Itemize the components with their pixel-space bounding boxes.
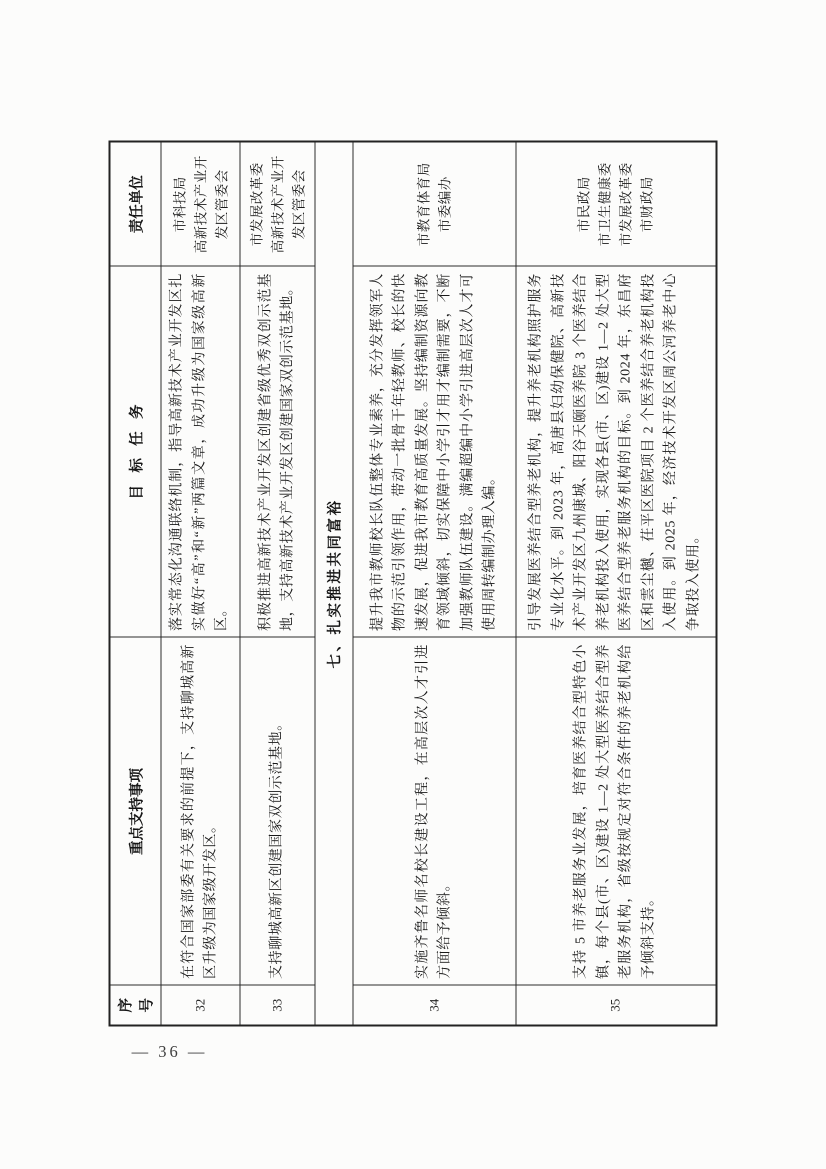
responsible-unit: 高新技术产业开发区管委会 bbox=[270, 155, 306, 254]
support-item-text: 在符合国家部委有关要求的前提下，支持聊城高新区升级为国家级开发区。 bbox=[161, 638, 240, 986]
serial-number: 34 bbox=[353, 986, 516, 1026]
serial-number: 33 bbox=[240, 986, 315, 1026]
responsible-unit-cell bbox=[161, 142, 240, 267]
table-header-row bbox=[110, 142, 162, 1026]
responsible-unit: 市民政局 bbox=[576, 176, 592, 233]
support-items-table bbox=[109, 141, 718, 1027]
header-target-task: 目标任务 bbox=[110, 267, 162, 638]
responsible-unit: 市卫生健康委 bbox=[597, 162, 613, 247]
table-row bbox=[161, 142, 240, 1026]
header-key-support-item: 重点支持事项 bbox=[110, 638, 162, 986]
support-item-text: 实施齐鲁名师名校长建设工程，在高层次人才引进方面给予倾斜。 bbox=[353, 638, 516, 986]
serial-number: 32 bbox=[161, 986, 240, 1026]
table-row bbox=[240, 142, 315, 1026]
responsible-unit-cell bbox=[353, 142, 516, 267]
target-task-text: 引导发展医养结合型养老机构，提升养老机构照护服务专业化水平。到 2023 年，高唐县妇幼保健院、高新技术产业开发区九州康城、阳谷天颐医养院 3 个医养结合养老机构投入使用，实现各县(市、区)建设 1—2 处大型医养结合型养老服务机构的目标。到 2024 年，东昌府区和雲尘樾、茌平区医院项目 2 个医养结合养老机构投入使用。到 2025 年，经济技术开发区周公河养老中心争取投入使用。 bbox=[516, 267, 716, 638]
support-item-text: 支持聊城高新区创建国家双创示范基地。 bbox=[240, 638, 315, 986]
responsible-unit: 市发展改革委 bbox=[618, 162, 634, 247]
target-task-text: 落实常态化沟通联络机制，指导高新技术产业开发区扎实做好“高”和“新”两篇文章，成功升级为国家级高新区。 bbox=[161, 267, 240, 638]
responsible-unit: 市财政局 bbox=[639, 176, 655, 233]
target-task-text: 提升我市教师校长队伍整体专业素养，充分发挥领军人物的示范引领作用，带动一批骨干年轻教师、校长的快速发展，促进我市教育高质量发展。坚持编制资源向教育领域倾斜，切实保障中小学引才用才编制需要，不断加强教师队伍建设。满编超编中小学引进高层次人才可使用周转编制办理入编。 bbox=[353, 267, 516, 638]
header-serial-number: 序号 bbox=[110, 986, 162, 1026]
support-item-text: 支持 5 市养老服务业发展，培育医养结合型特色小镇，每个县(市、区)建设 1—2 处大型医养结合型养老服务机构，省级按规定对符合条件的养老机构给予倾斜支持。 bbox=[516, 638, 716, 986]
rotated-table-container bbox=[109, 143, 714, 1027]
responsible-unit-cell bbox=[240, 142, 315, 267]
section-header-row bbox=[315, 142, 353, 1026]
page-number: — 36 — bbox=[131, 1042, 208, 1061]
serial-number: 35 bbox=[516, 986, 716, 1026]
table-row bbox=[353, 142, 516, 1026]
header-responsible-unit: 责任单位 bbox=[110, 142, 162, 267]
responsible-unit-cell bbox=[516, 142, 716, 267]
responsible-unit: 市科技局 bbox=[172, 176, 187, 233]
responsible-unit: 市教育体育局 bbox=[416, 162, 432, 247]
target-task-text: 积极推进高新技术产业开发区创建省级优秀双创示范基地，支持高新技术产业开发区创建国家双创示范基地。 bbox=[240, 267, 315, 638]
responsible-unit: 市发展改革委 bbox=[249, 162, 264, 247]
responsible-unit: 高新技术产业开发区管委会 bbox=[193, 155, 229, 254]
section-header: 七、扎实推进共同富裕 bbox=[315, 142, 353, 1026]
table-row bbox=[516, 142, 716, 1026]
responsible-unit: 市委编办 bbox=[437, 176, 453, 233]
